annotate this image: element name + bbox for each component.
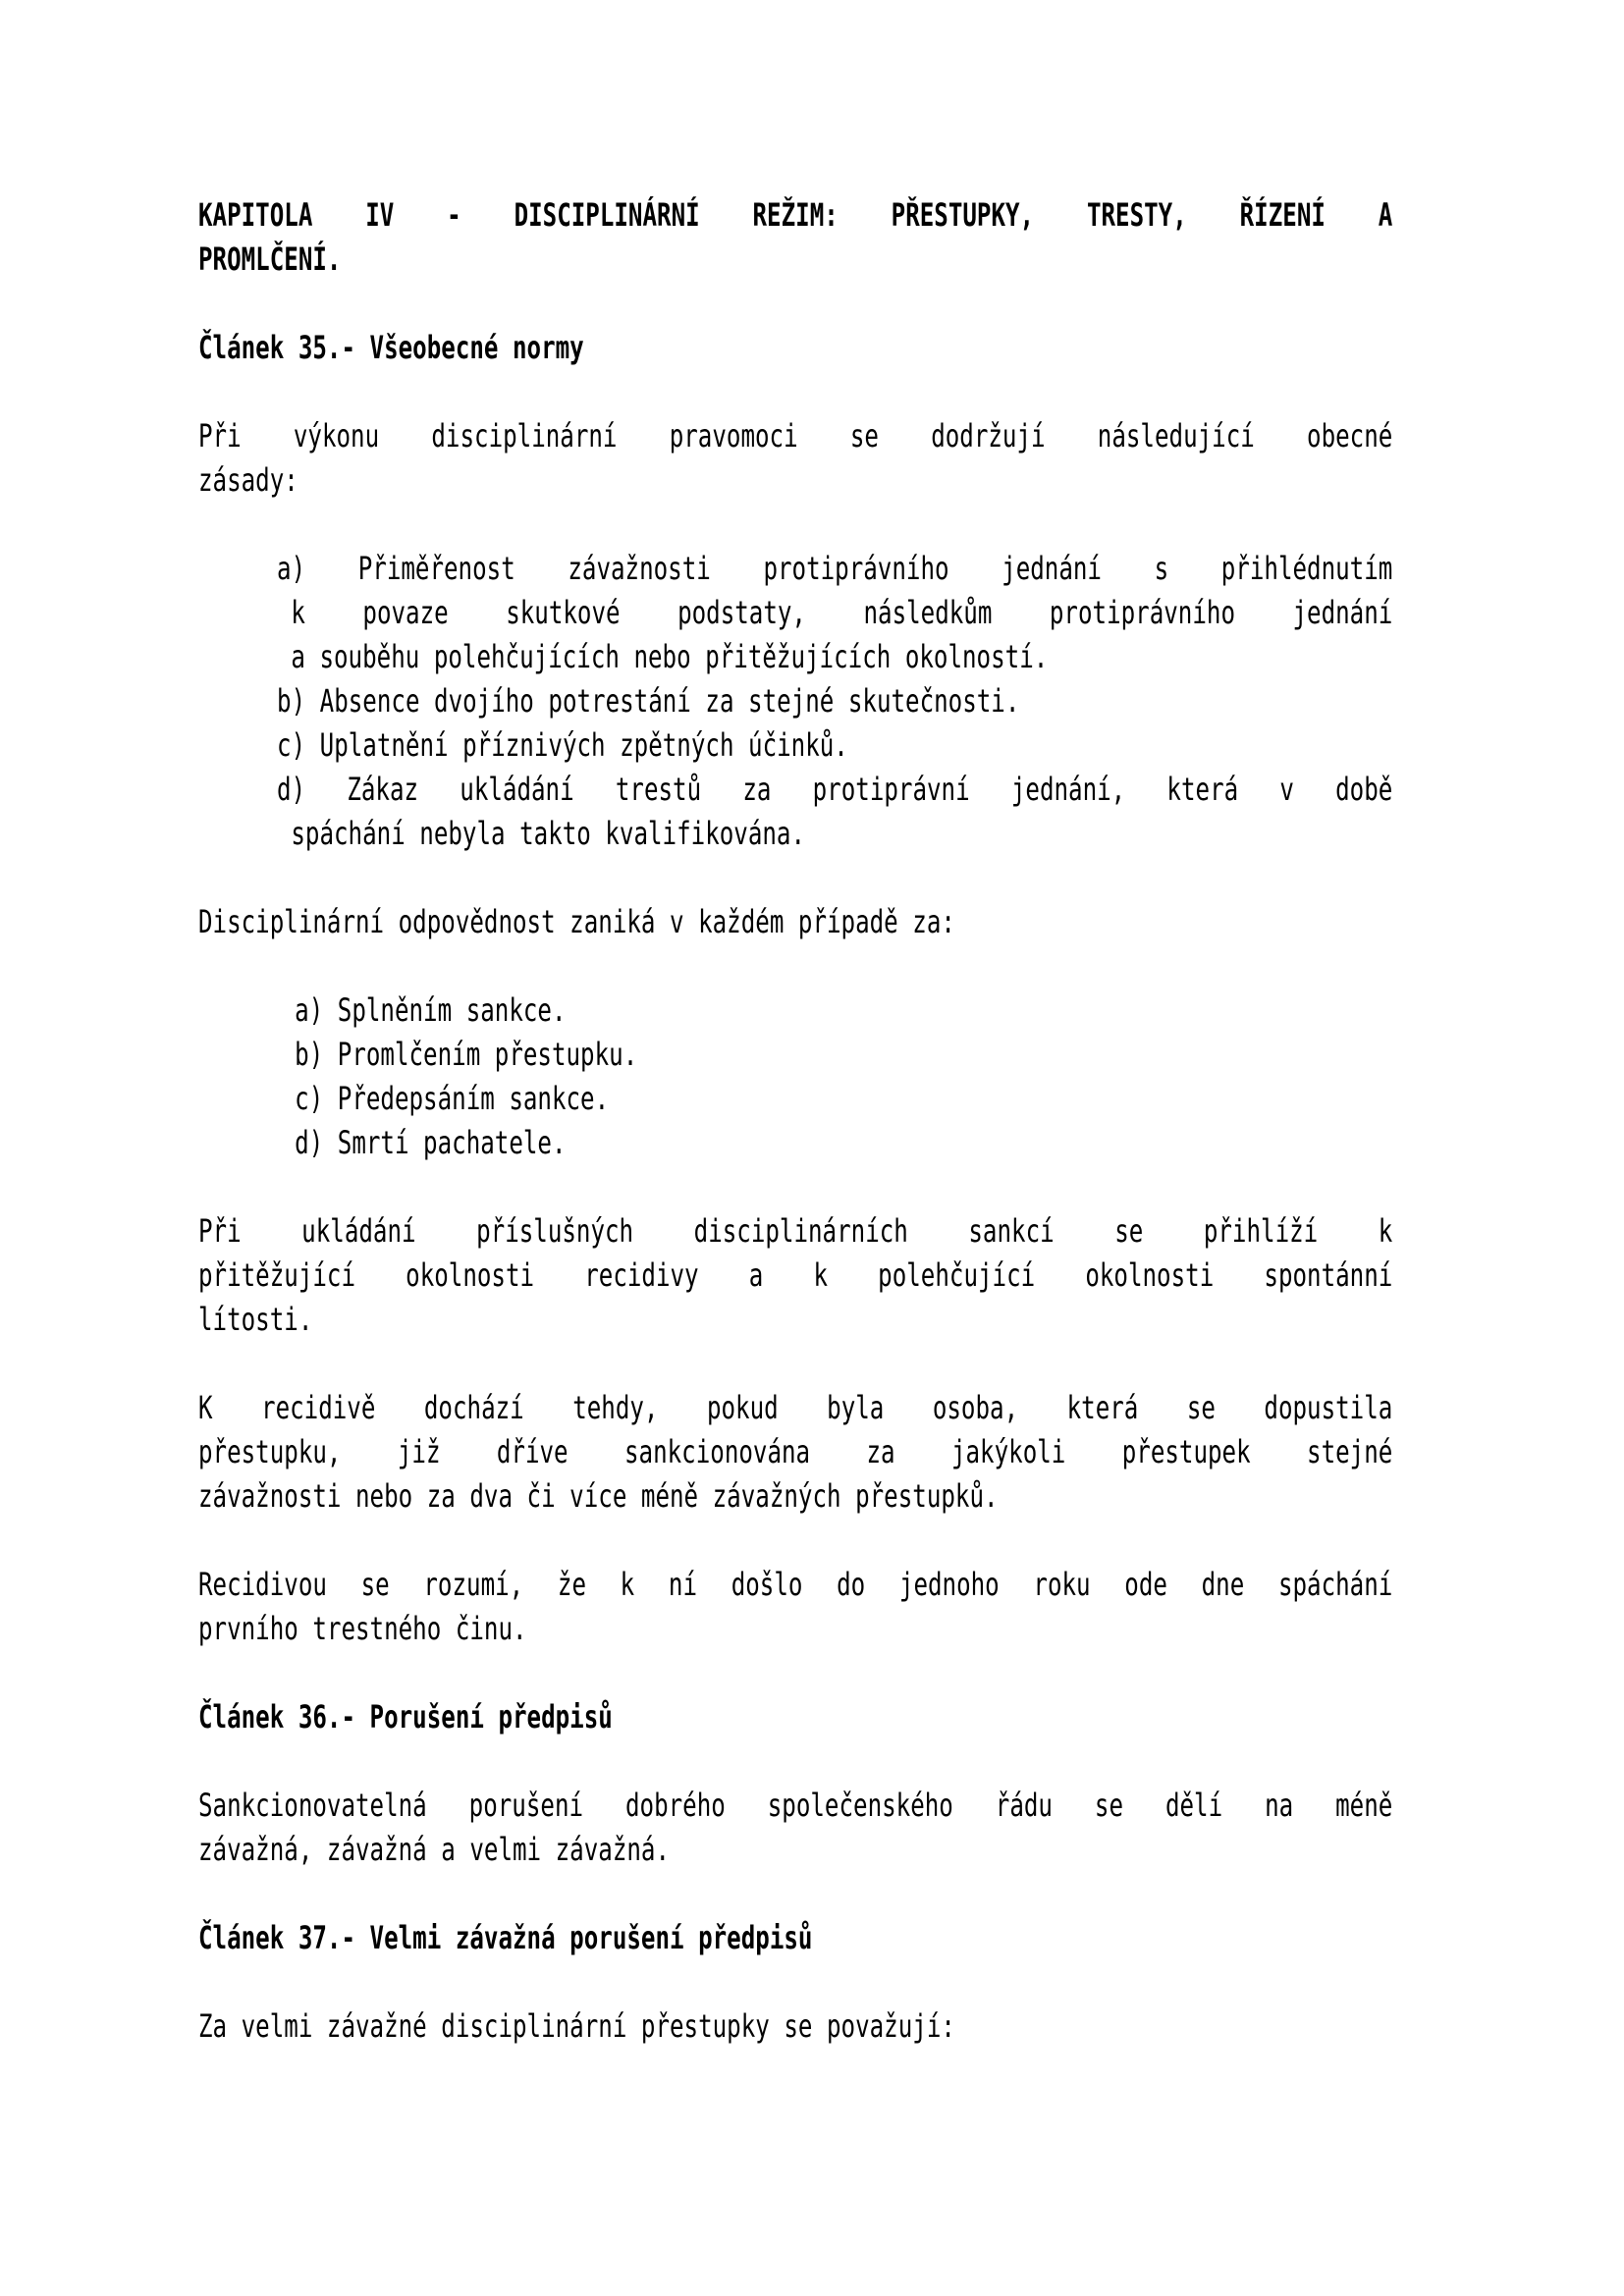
text-line: PROMLČENÍ. xyxy=(198,240,342,278)
liability-termination-list xyxy=(198,988,1392,1165)
text-line: K recidivě dochází tehdy, pokud byla osoba, která se dopustila xyxy=(198,1389,1393,1426)
text-line: Článek 37.- Velmi závažná porušení předpisů xyxy=(198,1919,813,1956)
sanctions-circumstances-paragraph xyxy=(198,1209,1392,1342)
recidivism-paragraph xyxy=(198,1386,1392,1519)
text-line: d) Smrtí pachatele. xyxy=(295,1124,567,1161)
text-line: c) Uplatnění příznivých zpětných účinků. xyxy=(277,726,848,764)
text-line: Při výkonu disciplinární pravomoci se dodržují následující obecné xyxy=(198,417,1393,454)
text-line: přestupku, již dříve sankcionována za jakýkoli přestupek stejné xyxy=(198,1433,1393,1470)
violations-classification-paragraph xyxy=(198,1784,1392,1872)
text-line: Za velmi závažné disciplinární přestupky se považují: xyxy=(198,2007,955,2045)
text-line: a souběhu polehčujících nebo přitěžujících okolností. xyxy=(291,638,1049,675)
recidivism-definition-paragraph xyxy=(198,1563,1392,1651)
text-line: přitěžující okolnosti recidivy a k polehčující okolnosti spontánní xyxy=(198,1256,1393,1294)
text-line: Článek 35.- Všeobecné normy xyxy=(198,329,584,366)
text-line: zásady: xyxy=(198,461,298,499)
document-content xyxy=(198,193,1392,2093)
article-36-heading xyxy=(198,1695,1392,1739)
text-line: spáchání nebyla takto kvalifikována. xyxy=(291,815,806,852)
text-line: Disciplinární odpovědnost zaniká v každém případě za: xyxy=(198,903,955,940)
text-line: prvního trestného činu. xyxy=(198,1610,527,1647)
article-37-heading xyxy=(198,1916,1392,1960)
text-line: Článek 36.- Porušení předpisů xyxy=(198,1698,613,1735)
text-line: závažnosti nebo za dva či více méně závažných přestupků. xyxy=(198,1477,999,1515)
text-line: Recidivou se rozumí, že k ní došlo do jednoho roku ode dne spáchání xyxy=(198,1566,1393,1603)
text-line: b) Absence dvojího potrestání za stejné skutečnosti. xyxy=(277,682,1020,720)
text-line: d) Zákaz ukládání trestů za protiprávní jednání, která v době xyxy=(277,771,1393,808)
article-35-heading xyxy=(198,326,1392,370)
text-line: Sankcionovatelná porušení dobrého společenského řádu se dělí na méně xyxy=(198,1787,1393,1824)
text-line: závažná, závažná a velmi závažná. xyxy=(198,1831,671,1868)
text-line: KAPITOLA IV - DISCIPLINÁRNÍ REŽIM: PŘESTUPKY, TRESTY, ŘÍZENÍ A xyxy=(198,196,1393,234)
chapter-title xyxy=(198,193,1392,282)
general-principles-list xyxy=(198,547,1392,856)
liability-termination-intro xyxy=(198,900,1392,944)
general-principles-intro xyxy=(198,414,1392,503)
text-line: c) Předepsáním sankce. xyxy=(295,1080,610,1117)
serious-violations-intro xyxy=(198,2004,1392,2049)
text-line: a) Přiměřenost závažnosti protiprávního jednání s přihlédnutím xyxy=(277,550,1393,587)
text-line: b) Promlčením přestupku. xyxy=(295,1036,638,1073)
text-line: lítosti. xyxy=(198,1301,313,1338)
text-line: Při ukládání příslušných disciplinárních sankcí se přihlíží k xyxy=(198,1212,1393,1250)
text-line: k povaze skutkové podstaty, následkům protiprávního jednání xyxy=(291,594,1393,631)
text-line: a) Splněním sankce. xyxy=(295,991,567,1029)
